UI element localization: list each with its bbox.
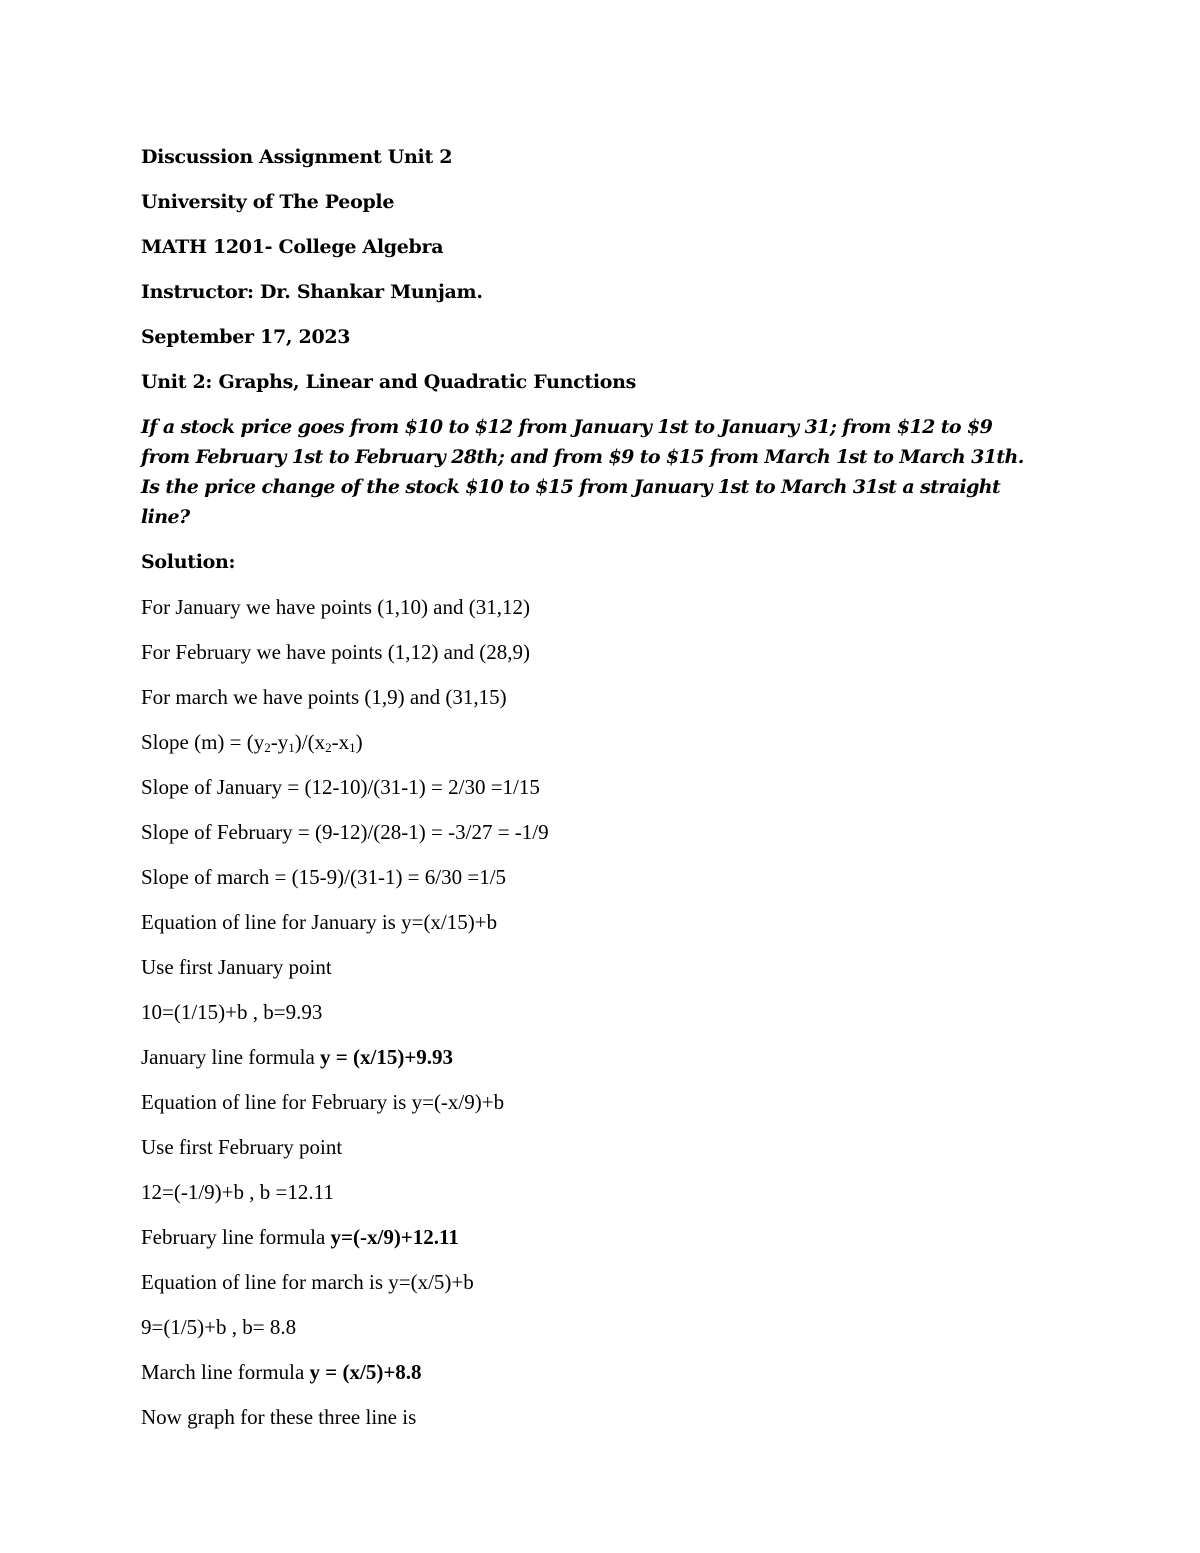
solution-line <box>141 1267 1041 1297</box>
question-text: If a stock price goes from $10 to $12 from January 1st to January 31; from $12 to $9 from February 1st to February 28th; and from $9 to $15 from March 1st to March 31th. Is the price change of the stock $10 to $15 from January 1st to March 31st a straight line? <box>141 416 1030 528</box>
solution-line <box>141 997 1041 1027</box>
text-segment: Use first January point <box>141 955 332 979</box>
solution-line <box>141 682 1041 712</box>
solution-line <box>141 1222 1041 1252</box>
header-line: Discussion Assignment Unit 2 <box>141 146 453 168</box>
text-segment: Equation of line for march is y=(x/5)+b <box>141 1270 474 1294</box>
solution-line <box>141 1132 1041 1162</box>
text-segment: ) <box>355 730 363 754</box>
header-line: September 17, 2023 <box>141 326 351 348</box>
document-page <box>141 142 1041 1447</box>
subscript: 1 <box>349 740 356 755</box>
solution-line <box>141 637 1041 667</box>
formula-result: y = (x/15)+9.93 <box>320 1045 454 1069</box>
text-segment: Slope of march = (15-9)/(31-1) = 6/30 =1/5 <box>141 865 507 889</box>
header-line: Unit 2: Graphs, Linear and Quadratic Functions <box>141 371 637 393</box>
formula-result: y = (x/5)+8.8 <box>309 1360 422 1384</box>
solution-line <box>141 907 1041 937</box>
solution-line <box>141 1402 1041 1432</box>
solution-line <box>141 1087 1041 1117</box>
text-segment: -x <box>331 730 350 754</box>
text-segment: For march we have points (1,9) and (31,15) <box>141 685 507 709</box>
text-segment: For January we have points (1,10) and (31,12) <box>141 595 530 619</box>
text-segment: 9=(1/5)+b , b= 8.8 <box>141 1315 297 1339</box>
text-segment: January line formula <box>141 1045 321 1069</box>
text-segment: Equation of line for February is y=(-x/9)+b <box>141 1090 505 1114</box>
text-segment: For February we have points (1,12) and (28,9) <box>141 640 530 664</box>
header-line: MATH 1201- College Algebra <box>141 236 444 258</box>
header-line: University of The People <box>141 191 395 213</box>
solution-line <box>141 1177 1041 1207</box>
text-segment: 12=(-1/9)+b , b =12.11 <box>141 1180 334 1204</box>
subscript: 2 <box>264 740 271 755</box>
header-line: Instructor: Dr. Shankar Munjam. <box>141 281 483 303</box>
text-segment: February line formula <box>141 1225 331 1249</box>
solution-line <box>141 1042 1041 1072</box>
subscript: 1 <box>288 740 295 755</box>
text-segment: 10=(1/15)+b , b=9.93 <box>141 1000 323 1024</box>
solution-line <box>141 1312 1041 1342</box>
text-segment: Now graph for these three line is <box>141 1405 417 1429</box>
solution-line <box>141 952 1041 982</box>
solution-line <box>141 772 1041 802</box>
text-segment: Slope of February = (9-12)/(28-1) = -3/27 = -1/9 <box>141 820 549 844</box>
solution-line <box>141 862 1041 892</box>
text-segment: )/(x <box>294 730 326 754</box>
solution-line <box>141 817 1041 847</box>
text-segment: Slope (m) = (y <box>141 730 265 754</box>
solution-heading: Solution: <box>141 551 236 573</box>
text-segment: March line formula <box>141 1360 310 1384</box>
formula-result: y=(-x/9)+12.11 <box>330 1225 459 1249</box>
text-segment: -y <box>270 730 289 754</box>
text-segment: Slope of January = (12-10)/(31-1) = 2/30 =1/15 <box>141 775 540 799</box>
solution-line <box>141 727 1041 757</box>
subscript: 2 <box>325 740 332 755</box>
solution-line <box>141 1357 1041 1387</box>
text-segment: Equation of line for January is y=(x/15)+b <box>141 910 498 934</box>
solution-line <box>141 592 1041 622</box>
text-segment: Use first February point <box>141 1135 343 1159</box>
